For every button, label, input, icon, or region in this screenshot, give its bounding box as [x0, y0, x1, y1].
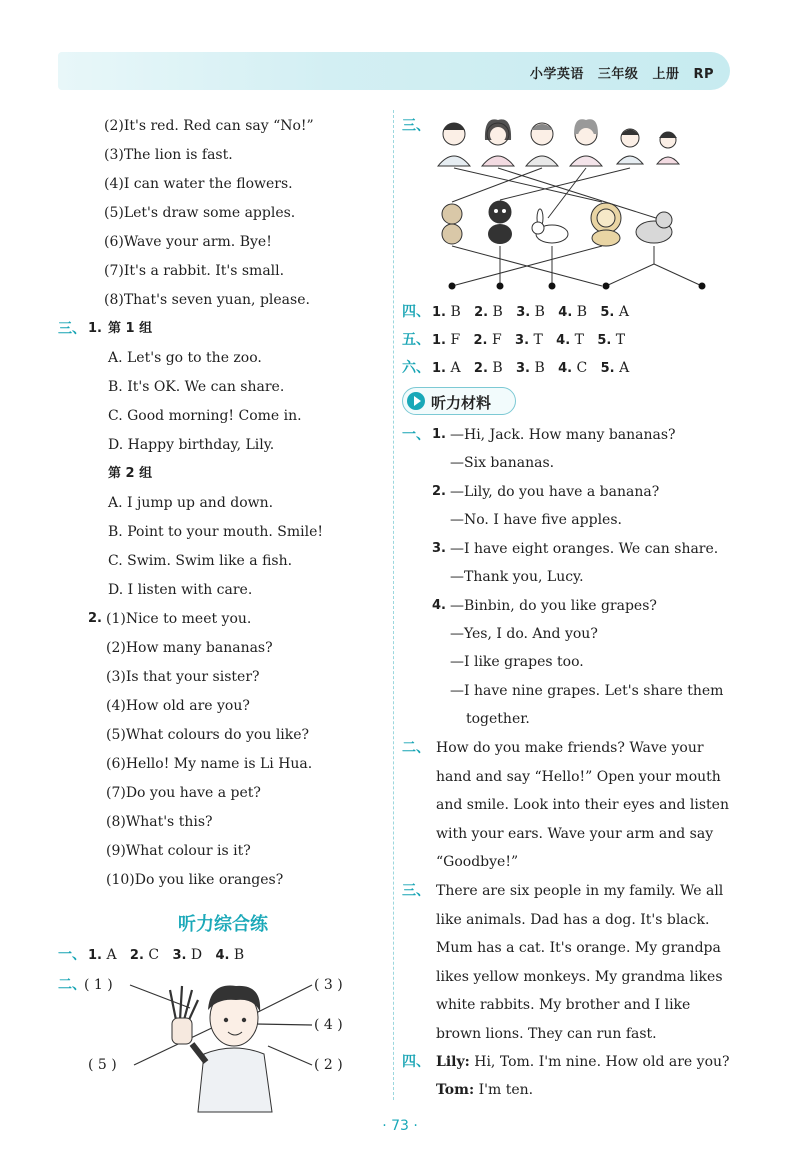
header-edition: RP	[693, 67, 714, 82]
speech-text: I'm ten.	[474, 1082, 534, 1098]
boy-figure	[170, 986, 272, 1113]
match-dot	[603, 283, 610, 290]
dialogue-line: —Binbin, do you like grapes?	[450, 598, 657, 614]
speaker-name: Lily:	[436, 1054, 470, 1070]
answer-number: 3.	[516, 361, 530, 376]
listening-material-label: 听力材料	[431, 394, 492, 412]
group1-item: D. Happy birthday, Lily.	[108, 437, 275, 453]
mum-figure	[482, 119, 514, 166]
family-people	[438, 119, 679, 166]
dialogue-line: —Yes, I do. And you?	[450, 626, 598, 642]
section-1-marker: 一、	[58, 947, 86, 963]
answer-value: B	[450, 304, 461, 320]
section-4-marker: 四、	[402, 304, 430, 320]
listen-item-number: 2.	[432, 484, 446, 499]
header-grade: 三年级	[597, 67, 639, 82]
part1-line: (8)That's seven yuan, please.	[104, 292, 310, 308]
match-line	[548, 168, 586, 218]
section-2-marker: 二、	[58, 977, 86, 993]
answer-value: A	[618, 304, 629, 320]
header-label	[516, 63, 714, 82]
question-1-number: 1.	[88, 321, 102, 336]
answer-number: 3.	[172, 948, 187, 963]
section-3-marker-right: 三、	[402, 118, 430, 134]
match-dot	[699, 283, 706, 290]
boy-illustration	[58, 962, 388, 1102]
answer-number: 1.	[432, 361, 446, 376]
match-dot	[549, 283, 556, 290]
group1-item: B. It's OK. We can share.	[108, 379, 285, 395]
dialogue-line: —Thank you, Lucy.	[450, 569, 584, 585]
listen-4-marker: 四、	[402, 1054, 430, 1070]
animals	[442, 201, 672, 246]
listening-practice-heading: 听力综合练	[178, 914, 268, 935]
answer-number: 1.	[88, 948, 102, 963]
answer-value: C	[576, 360, 588, 376]
speaker-name: Tom:	[436, 1082, 475, 1098]
dialogue-line: —I like grapes too.	[450, 654, 584, 670]
body-label-1: ( 1 )	[84, 977, 113, 993]
body-label-4: ( 4 )	[314, 1017, 343, 1033]
answer-number: 2.	[473, 361, 488, 376]
group2-item: C. Swim. Swim like a fish.	[108, 553, 293, 569]
dog-icon	[488, 201, 512, 244]
passage-line: hand and say “Hello!” Open your mouth	[436, 768, 721, 785]
q2-item: (8)What's this?	[106, 814, 213, 830]
answer-value: B	[492, 360, 503, 376]
listen-item-number: 1.	[432, 427, 446, 442]
passage-line: and smile. Look into their eyes and listen	[436, 797, 729, 813]
match-line	[654, 264, 702, 286]
part1-line: (3)The lion is fast.	[104, 147, 233, 163]
passage-line: How do you make friends? Wave your	[436, 740, 704, 756]
part1-line: (7)It's a rabbit. It's small.	[104, 263, 285, 279]
group2-item: B. Point to your mouth. Smile!	[108, 524, 324, 540]
listen-3-passage	[436, 877, 732, 1048]
listen-item-number: 4.	[432, 598, 446, 613]
section-5-marker: 五、	[402, 332, 430, 348]
q2-item: (4)How old are you?	[106, 698, 250, 714]
q2-item: (3)Is that your sister?	[106, 669, 260, 685]
listen-2-marker: 二、	[402, 740, 430, 756]
q2-item: (1)Nice to meet you.	[106, 611, 252, 627]
grandma-figure	[570, 119, 602, 166]
match-line	[606, 264, 654, 286]
answer-value: A	[450, 360, 461, 376]
group1-item: C. Good morning! Come in.	[108, 408, 302, 424]
body-label-5: ( 5 )	[88, 1057, 117, 1073]
group2-item: D. I listen with care.	[108, 582, 253, 598]
section-6-marker: 六、	[402, 360, 430, 376]
answer-number: 4.	[558, 305, 573, 320]
answer-number: 4.	[215, 948, 230, 963]
listen-item-number: 3.	[432, 541, 446, 556]
family-animal-matching	[436, 114, 726, 284]
section-3-marker: 三、	[58, 321, 86, 337]
listen-3-marker: 三、	[402, 883, 430, 899]
passage-line: brown lions. They can run fast.	[436, 1025, 657, 1042]
q2-item: (2)How many bananas?	[106, 640, 273, 656]
question-2-number: 2.	[88, 611, 102, 626]
match-line	[254, 985, 312, 1014]
q2-item: (7)Do you have a pet?	[106, 785, 261, 801]
header-volume: 上册	[652, 67, 680, 82]
passage-line: Mum has a cat. It's orange. My grandpa	[436, 940, 721, 956]
dialogue-line: —Lily, do you have a banana?	[450, 484, 660, 500]
listen-2-passage	[436, 734, 732, 877]
answer-value: A	[619, 360, 630, 376]
page-header	[58, 52, 730, 90]
answer-value: B	[534, 360, 545, 376]
answer-value: T	[533, 332, 543, 348]
dialogue-line: —I have nine grapes. Let's share them	[450, 683, 724, 699]
part1-line: (5)Let's draw some apples.	[104, 205, 296, 221]
dad-figure	[438, 123, 470, 166]
listen-1-marker: 一、	[402, 427, 430, 443]
answer-number: 1.	[432, 333, 446, 348]
body-label-2: ( 2 )	[314, 1057, 343, 1073]
grandpa-figure	[526, 123, 558, 166]
answer-value: C	[148, 947, 160, 963]
answer-number: 3.	[515, 333, 530, 348]
q2-item: (5)What colours do you like?	[106, 727, 310, 743]
dialogue-line: —No. I have five apples.	[450, 512, 622, 528]
listening-material-badge	[402, 387, 516, 415]
play-icon	[407, 392, 425, 410]
answer-number: 5.	[600, 361, 615, 376]
page-number: · 73 ·	[382, 1118, 418, 1134]
answer-value: B	[233, 947, 245, 963]
lion-icon	[591, 203, 621, 246]
row4-answers	[432, 303, 629, 322]
dialogue-line: —Six bananas.	[450, 455, 555, 471]
header-subject: 小学英语	[529, 67, 584, 82]
passage-line: white rabbits. My brother and I like	[436, 997, 691, 1013]
group-1-title: 第 1 组	[108, 321, 153, 336]
passage-line: There are six people in my family. We all	[436, 883, 724, 899]
answer-value: B	[576, 304, 588, 320]
group2-item: A. I jump up and down.	[108, 495, 274, 511]
answer-number: 2.	[473, 333, 488, 348]
group-2-title: 第 2 组	[108, 466, 153, 481]
answer-value: A	[106, 947, 117, 963]
answer-number: 1.	[432, 305, 446, 320]
passage-line: “Goodbye!”	[436, 854, 519, 870]
speech-text: Hi, Tom. I'm nine. How old are you?	[469, 1054, 730, 1070]
answer-value: T	[615, 332, 626, 348]
answer-number: 4.	[558, 361, 573, 376]
q2-item: (9)What colour is it?	[106, 843, 251, 859]
answer-number: 5.	[597, 333, 612, 348]
q2-item: (10)Do you like oranges?	[106, 872, 284, 888]
passage-line: like animals. Dad has a dog. It's black.	[436, 911, 710, 928]
answer-value: F	[491, 332, 502, 348]
part1-line: (4)I can water the flowers.	[104, 176, 293, 192]
brother-figure	[617, 129, 643, 164]
dialogue-line: —I have eight oranges. We can share.	[450, 541, 719, 557]
group1-item: A. Let's go to the zoo.	[108, 350, 262, 366]
answer-number: 2.	[474, 305, 489, 320]
q2-item: (6)Hello! My name is Li Hua.	[106, 756, 313, 772]
passage-line: with your ears. Wave your arm and say	[436, 825, 714, 842]
row6-answers	[432, 359, 629, 378]
match-dot	[497, 283, 504, 290]
answer-value: B	[492, 304, 503, 320]
match-dots	[449, 283, 706, 290]
dialogue-line: together.	[466, 711, 530, 727]
match-dot	[449, 283, 456, 290]
body-label-3: ( 3 )	[314, 977, 343, 993]
answer-number: 3.	[516, 305, 531, 320]
me-figure	[657, 132, 679, 164]
row5-answers	[432, 331, 625, 350]
answer-number: 4.	[556, 333, 571, 348]
answer-value: D	[190, 947, 203, 963]
dialogue-line: —Hi, Jack. How many bananas?	[450, 427, 676, 443]
dialogue-line	[436, 1081, 533, 1099]
answer-number: 5.	[600, 305, 615, 320]
cat-icon	[636, 212, 672, 243]
monkey-icon	[442, 204, 462, 244]
answer-number: 2.	[129, 948, 144, 963]
passage-line: likes yellow monkeys. My grandma likes	[436, 968, 723, 985]
part1-line: (6)Wave your arm. Bye!	[104, 234, 272, 250]
column-divider	[393, 110, 394, 1100]
answer-value: T	[574, 332, 584, 348]
match-line	[268, 1046, 312, 1065]
match-line	[256, 1024, 312, 1025]
dialogue-line	[436, 1053, 730, 1071]
answer-value: B	[534, 304, 545, 320]
rabbit-icon	[532, 209, 568, 243]
part1-line: (2)It's red. Red can say “No!”	[104, 118, 314, 134]
answer-value: F	[450, 332, 461, 348]
